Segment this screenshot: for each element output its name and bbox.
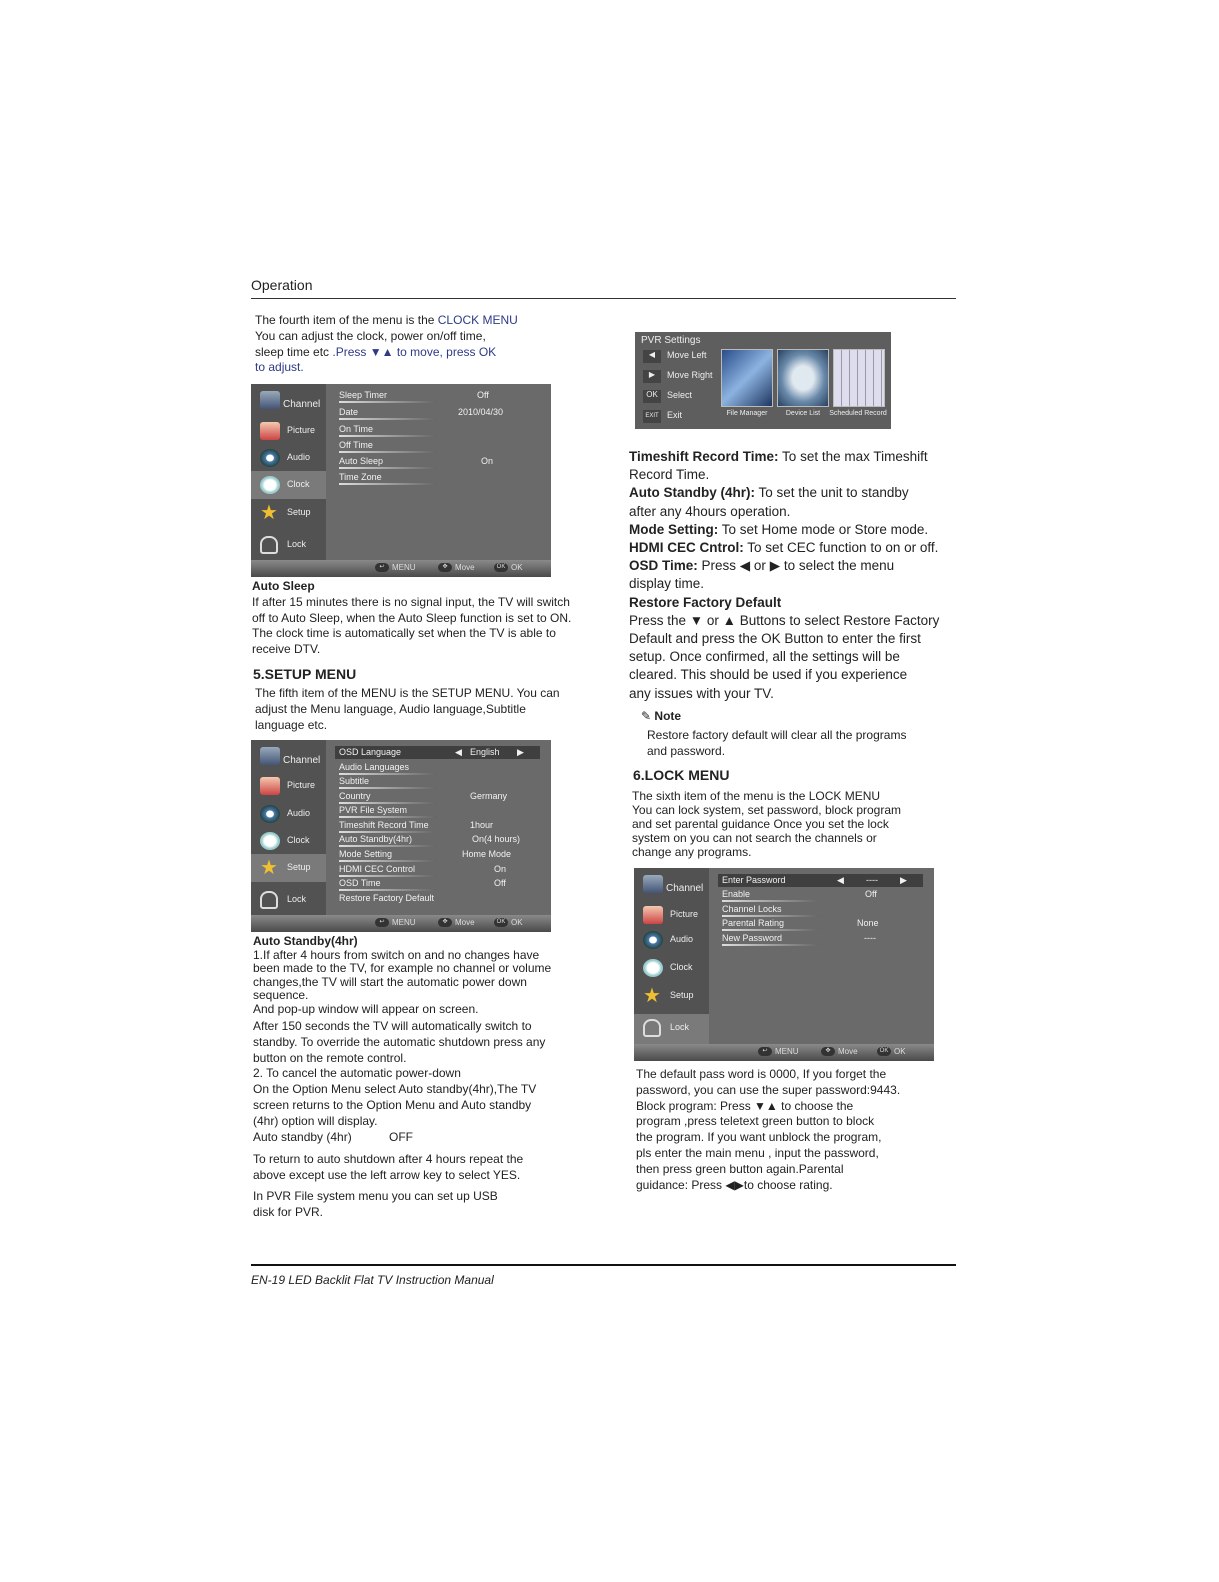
clock-icon bbox=[643, 959, 663, 977]
side-item-clock[interactable]: Clock bbox=[251, 471, 326, 499]
side-item-setup[interactable]: ★ Setup bbox=[251, 854, 326, 882]
auto-standby-return: To return to auto shutdown after 4 hours repeat the above except use the left arrow key to select YES. bbox=[253, 1152, 524, 1182]
auto-standby-section: Auto Standby(4hr) 1.If after 4 hours from switch on and no changes have been made to the TV, for example no channel or volume changes,the TV will start the automatic power down sequence. bbox=[253, 934, 552, 1003]
audio-icon bbox=[643, 931, 663, 949]
ok-icon: OK bbox=[877, 1047, 891, 1056]
pvr-file-system-note: In PVR File system menu you can set up USB disk for PVR. bbox=[253, 1189, 498, 1219]
star-icon: ★ bbox=[260, 857, 278, 879]
move-icon: ✥ bbox=[821, 1047, 835, 1056]
audio-icon bbox=[260, 805, 280, 823]
lock-icon bbox=[260, 536, 278, 554]
arrow-right-icon: ▶ bbox=[900, 875, 907, 885]
lock-menu-screen: Channel Picture Audio Clock ★ Setup Lock Enter Password ◀ ---- ▶ Enable Off Channel Locks Parental Rating None New Password ---- ↩ MENU ✥ Move OK OK bbox=[634, 868, 934, 1061]
side-item-picture[interactable]: Picture bbox=[634, 901, 709, 929]
star-icon: ★ bbox=[260, 502, 278, 524]
down-up-arrows-icon: ▼▲ bbox=[754, 1098, 778, 1113]
pvr-key-row: OK Select bbox=[643, 389, 661, 403]
ok-key-icon: OK bbox=[643, 390, 661, 403]
setup-menu-screen: Channel Picture Audio Clock ★ Setup Lock OSD Language ◀ English ▶ Audio Languages Subtitle Country Germany PVR File System Timeshift Record Time 1hour Auto Standby(4hr) On(4 hours) Mode Setting Home Mode HDMI CEC Control On OSD Time Off Restore Factory Default ↩ MENU ✥ Move OK OK bbox=[251, 740, 551, 932]
pvr-title: PVR Settings bbox=[641, 335, 701, 346]
side-item-setup[interactable]: ★ Setup bbox=[260, 502, 311, 524]
tile-label: File Manager bbox=[726, 410, 768, 417]
side-item-clock[interactable]: Clock bbox=[634, 954, 709, 982]
arrow-up-icon: ▲ bbox=[722, 612, 737, 628]
menu-footer: ↩ MENU ✥ Move OK OK bbox=[251, 915, 551, 932]
file-manager-tile[interactable] bbox=[721, 349, 773, 407]
tile-label: Device List bbox=[785, 410, 821, 417]
left-right-arrows-icon: ◀▶ bbox=[725, 1177, 744, 1192]
clock-intro: The fourth item of the menu is the CLOCK MENU You can adjust the clock, power on/off time, sleep time etc .Press ▼▲ to move, press OK to adjust. bbox=[255, 313, 518, 375]
channel-icon bbox=[260, 391, 280, 409]
footer-text: EN-19 LED Backlit Flat TV Instruction Manual bbox=[251, 1273, 494, 1287]
move-icon: ✥ bbox=[438, 918, 452, 927]
lock-intro: The sixth item of the menu is the LOCK MENU You can lock system, set password, block program and set parental guidance Once you set the lock system on you can not search the channels or change any programs. bbox=[632, 789, 902, 859]
footer-rule bbox=[251, 1264, 956, 1266]
return-icon: ↩ bbox=[375, 563, 389, 572]
pvr-key-row: ▶ Move Right bbox=[643, 369, 661, 383]
side-item-setup[interactable]: ★ Setup bbox=[643, 985, 694, 1007]
arrow-left-icon: ◀ bbox=[455, 747, 462, 757]
auto-sleep-section: Auto Sleep If after 15 minutes there is no signal input, the TV will switch off to Auto Sleep, when the Auto Sleep function is set to ON. The clock time is automatically set when the TV is able to receive DTV. bbox=[252, 579, 572, 657]
side-menu bbox=[251, 740, 326, 915]
menu-footer: ↩ MENU ✥ Move OK OK bbox=[634, 1044, 934, 1061]
arrow-right-icon: ▶ bbox=[769, 558, 781, 574]
exit-key-icon: EXIT bbox=[643, 410, 661, 423]
move-icon: ✥ bbox=[438, 563, 452, 572]
ok-icon: OK bbox=[494, 918, 508, 927]
picture-icon bbox=[260, 422, 280, 440]
note-title: ✎ Note bbox=[641, 709, 682, 723]
side-item-lock[interactable]: Lock bbox=[251, 886, 326, 914]
clock-menu-screen: Channel Picture Audio Clock ★ Setup Lock Sleep Timer Off Date 2010/04/30 On Time Off Time Auto Sleep On Time Zone ↩ MENU ✥ Move OK OK bbox=[251, 384, 551, 577]
picture-icon bbox=[260, 777, 280, 795]
side-item-audio[interactable]: Audio bbox=[251, 800, 326, 828]
side-item-audio[interactable]: Audio bbox=[251, 444, 326, 472]
side-item-picture[interactable]: Picture bbox=[251, 772, 326, 800]
channel-icon bbox=[260, 747, 280, 765]
lock-icon bbox=[643, 1019, 661, 1037]
device-list-tile[interactable] bbox=[777, 349, 829, 407]
side-item-clock[interactable]: Clock bbox=[251, 827, 326, 855]
note-body: Restore factory default will clear all the programs and password. bbox=[647, 728, 907, 758]
scheduled-record-tile[interactable] bbox=[833, 349, 885, 407]
arrow-down-icon: ▼ bbox=[689, 612, 704, 628]
arrow-left-icon: ◀ bbox=[643, 350, 661, 363]
pencil-icon: ✎ bbox=[641, 709, 652, 723]
auto-standby-section-cont: And pop-up window will appear on screen. bbox=[253, 1002, 479, 1016]
picture-icon bbox=[643, 906, 663, 924]
lock-heading: 6.LOCK MENU bbox=[633, 767, 730, 783]
auto-standby-section-cont2: After 150 seconds the TV will automatically switch to standby. To override the automatic shutdown press any button on the remote control. 2. To cancel the automatic power-down On the Option Menu select Auto standby(4hr),The TV screen returns to the Option Menu and Auto standby (4hr) option will display. Auto standby (4hr) OFF bbox=[253, 1019, 546, 1144]
down-up-arrows-icon: ▼▲ bbox=[369, 344, 394, 359]
side-item-lock[interactable]: Lock bbox=[634, 1014, 709, 1044]
pvr-key-row: ◀ Move Left bbox=[643, 349, 661, 363]
side-item-picture[interactable]: Picture bbox=[251, 417, 326, 445]
side-menu bbox=[634, 868, 709, 1044]
side-item-audio[interactable]: Audio bbox=[634, 926, 709, 954]
setup-intro: The fifth item of the MENU is the SETUP MENU. You can adjust the Menu language, Audio language,Subtitle language etc. bbox=[255, 686, 560, 732]
side-item-channel[interactable]: Channel bbox=[634, 870, 709, 898]
ok-icon: OK bbox=[494, 563, 508, 572]
side-item-channel[interactable]: Channel bbox=[251, 386, 326, 414]
section-header: Operation bbox=[251, 277, 313, 293]
tile-label: Scheduled Record bbox=[829, 410, 887, 417]
arrow-right-icon: ▶ bbox=[517, 747, 524, 757]
menu-footer: ↩ MENU ✥ Move OK OK bbox=[251, 560, 551, 577]
side-menu bbox=[251, 384, 326, 560]
return-icon: ↩ bbox=[758, 1047, 772, 1056]
setup-heading: 5.SETUP MENU bbox=[253, 666, 357, 682]
pvr-settings-screen bbox=[635, 332, 891, 429]
arrow-left-icon: ◀ bbox=[837, 875, 844, 885]
clock-icon bbox=[260, 832, 280, 850]
side-item-lock[interactable]: Lock bbox=[251, 531, 326, 559]
audio-icon bbox=[260, 449, 280, 467]
arrow-left-icon: ◀ bbox=[739, 558, 751, 574]
side-item-channel[interactable]: Channel bbox=[251, 742, 326, 770]
channel-icon bbox=[643, 875, 663, 893]
return-icon: ↩ bbox=[375, 918, 389, 927]
arrow-right-icon: ▶ bbox=[643, 370, 661, 383]
star-icon: ★ bbox=[643, 985, 661, 1007]
setup-descriptions: Timeshift Record Time: To set the max Timeshift Record Time. Auto Standby (4hr): To set the unit to standby after any 4hours operation. Mode Setting: To set Home mode or Store mode. HDMI CEC Cntrol: To set CEC function to on or off. OSD Time: Press ◀ or ▶ to select the menu display time. Restore Factory Default Press the ▼ or ▲ Buttons to select Restore Factory Default and press the OK Button to enter the first setup. Once confirmed, all the settings will be cleared. This should be used if you experience any issues with your TV. bbox=[629, 449, 940, 701]
header-rule bbox=[251, 298, 956, 299]
lock-description: The default pass word is 0000, If you forget the password, you can use the super password:9443. Block program: Press ▼▲ to choose the program ,press teletext green button to block the program. If you want unblock the program, pls enter the main menu , input the password, then press green button again.Parental guidance: Press ◀▶to choose rating. bbox=[636, 1067, 901, 1192]
clock-icon bbox=[260, 476, 280, 494]
lock-icon bbox=[260, 891, 278, 909]
pvr-key-row: EXIT Exit bbox=[643, 409, 661, 423]
